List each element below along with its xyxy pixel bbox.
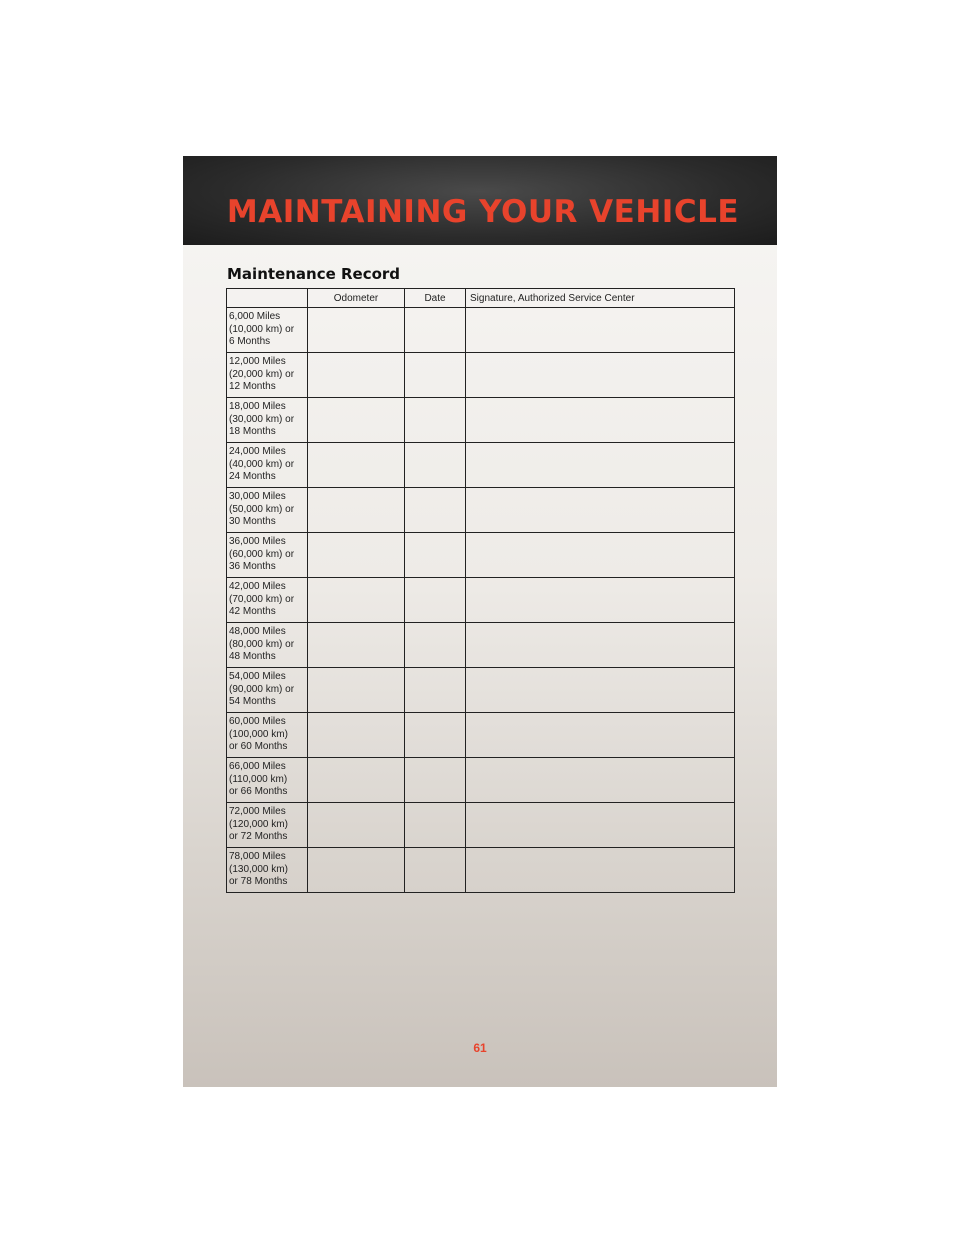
signature-entry-cell [466, 308, 735, 353]
signature-entry-cell [466, 398, 735, 443]
table-row [227, 353, 735, 398]
table-row [227, 308, 735, 353]
odometer-entry-cell [308, 578, 405, 623]
service-interval-cell: 78,000 Miles (130,000 km) or 78 Months [227, 848, 308, 893]
table-row [227, 488, 735, 533]
signature-entry-cell [466, 713, 735, 758]
table-row [227, 443, 735, 488]
date-entry-cell [405, 308, 466, 353]
service-interval-cell: 6,000 Miles (10,000 km) or 6 Months [227, 308, 308, 353]
odometer-entry-cell [308, 758, 405, 803]
page-heading: Maintenance Record [227, 265, 401, 283]
table-row [227, 533, 735, 578]
date-entry-cell [405, 443, 466, 488]
column-header-odometer: Odometer [308, 289, 405, 308]
date-entry-cell [405, 848, 466, 893]
signature-entry-cell [466, 803, 735, 848]
date-entry-cell [405, 578, 466, 623]
maintenance-record-table [226, 288, 735, 893]
page-number: 61 [473, 1041, 487, 1055]
odometer-entry-cell [308, 713, 405, 758]
odometer-entry-cell [308, 488, 405, 533]
section-title: MAINTAINING YOUR VEHICLE [226, 194, 739, 230]
odometer-entry-cell [308, 668, 405, 713]
odometer-entry-cell [308, 443, 405, 488]
table-row [227, 578, 735, 623]
odometer-entry-cell [308, 308, 405, 353]
table-row [227, 668, 735, 713]
table-row [227, 398, 735, 443]
odometer-entry-cell [308, 398, 405, 443]
date-entry-cell [405, 353, 466, 398]
service-interval-cell: 30,000 Miles (50,000 km) or 30 Months [227, 488, 308, 533]
signature-entry-cell [466, 443, 735, 488]
date-entry-cell [405, 623, 466, 668]
table-row [227, 803, 735, 848]
odometer-entry-cell [308, 803, 405, 848]
table-row [227, 848, 735, 893]
date-entry-cell [405, 758, 466, 803]
signature-entry-cell [466, 578, 735, 623]
date-entry-cell [405, 398, 466, 443]
service-interval-cell: 24,000 Miles (40,000 km) or 24 Months [227, 443, 308, 488]
date-entry-cell [405, 668, 466, 713]
table-row [227, 713, 735, 758]
service-interval-cell: 36,000 Miles (60,000 km) or 36 Months [227, 533, 308, 578]
service-interval-cell: 48,000 Miles (80,000 km) or 48 Months [227, 623, 308, 668]
table-row [227, 623, 735, 668]
odometer-entry-cell [308, 533, 405, 578]
date-entry-cell [405, 713, 466, 758]
signature-entry-cell [466, 533, 735, 578]
service-interval-cell: 54,000 Miles (90,000 km) or 54 Months [227, 668, 308, 713]
date-entry-cell [405, 803, 466, 848]
signature-entry-cell [466, 668, 735, 713]
signature-entry-cell [466, 848, 735, 893]
odometer-entry-cell [308, 848, 405, 893]
column-header-signature: Signature, Authorized Service Center [466, 289, 735, 308]
service-interval-cell: 72,000 Miles (120,000 km) or 72 Months [227, 803, 308, 848]
manual-page [183, 156, 777, 1087]
date-entry-cell [405, 488, 466, 533]
date-entry-cell [405, 533, 466, 578]
odometer-entry-cell [308, 623, 405, 668]
service-interval-cell: 66,000 Miles (110,000 km) or 66 Months [227, 758, 308, 803]
service-interval-cell: 18,000 Miles (30,000 km) or 18 Months [227, 398, 308, 443]
service-interval-cell: 12,000 Miles (20,000 km) or 12 Months [227, 353, 308, 398]
service-interval-cell: 42,000 Miles (70,000 km) or 42 Months [227, 578, 308, 623]
column-header-date: Date [405, 289, 466, 308]
signature-entry-cell [466, 623, 735, 668]
section-banner [183, 156, 777, 245]
table-header-row [227, 289, 735, 308]
signature-entry-cell [466, 353, 735, 398]
column-header-interval [227, 289, 308, 308]
service-interval-cell: 60,000 Miles (100,000 km) or 60 Months [227, 713, 308, 758]
odometer-entry-cell [308, 353, 405, 398]
signature-entry-cell [466, 488, 735, 533]
signature-entry-cell [466, 758, 735, 803]
table-row [227, 758, 735, 803]
